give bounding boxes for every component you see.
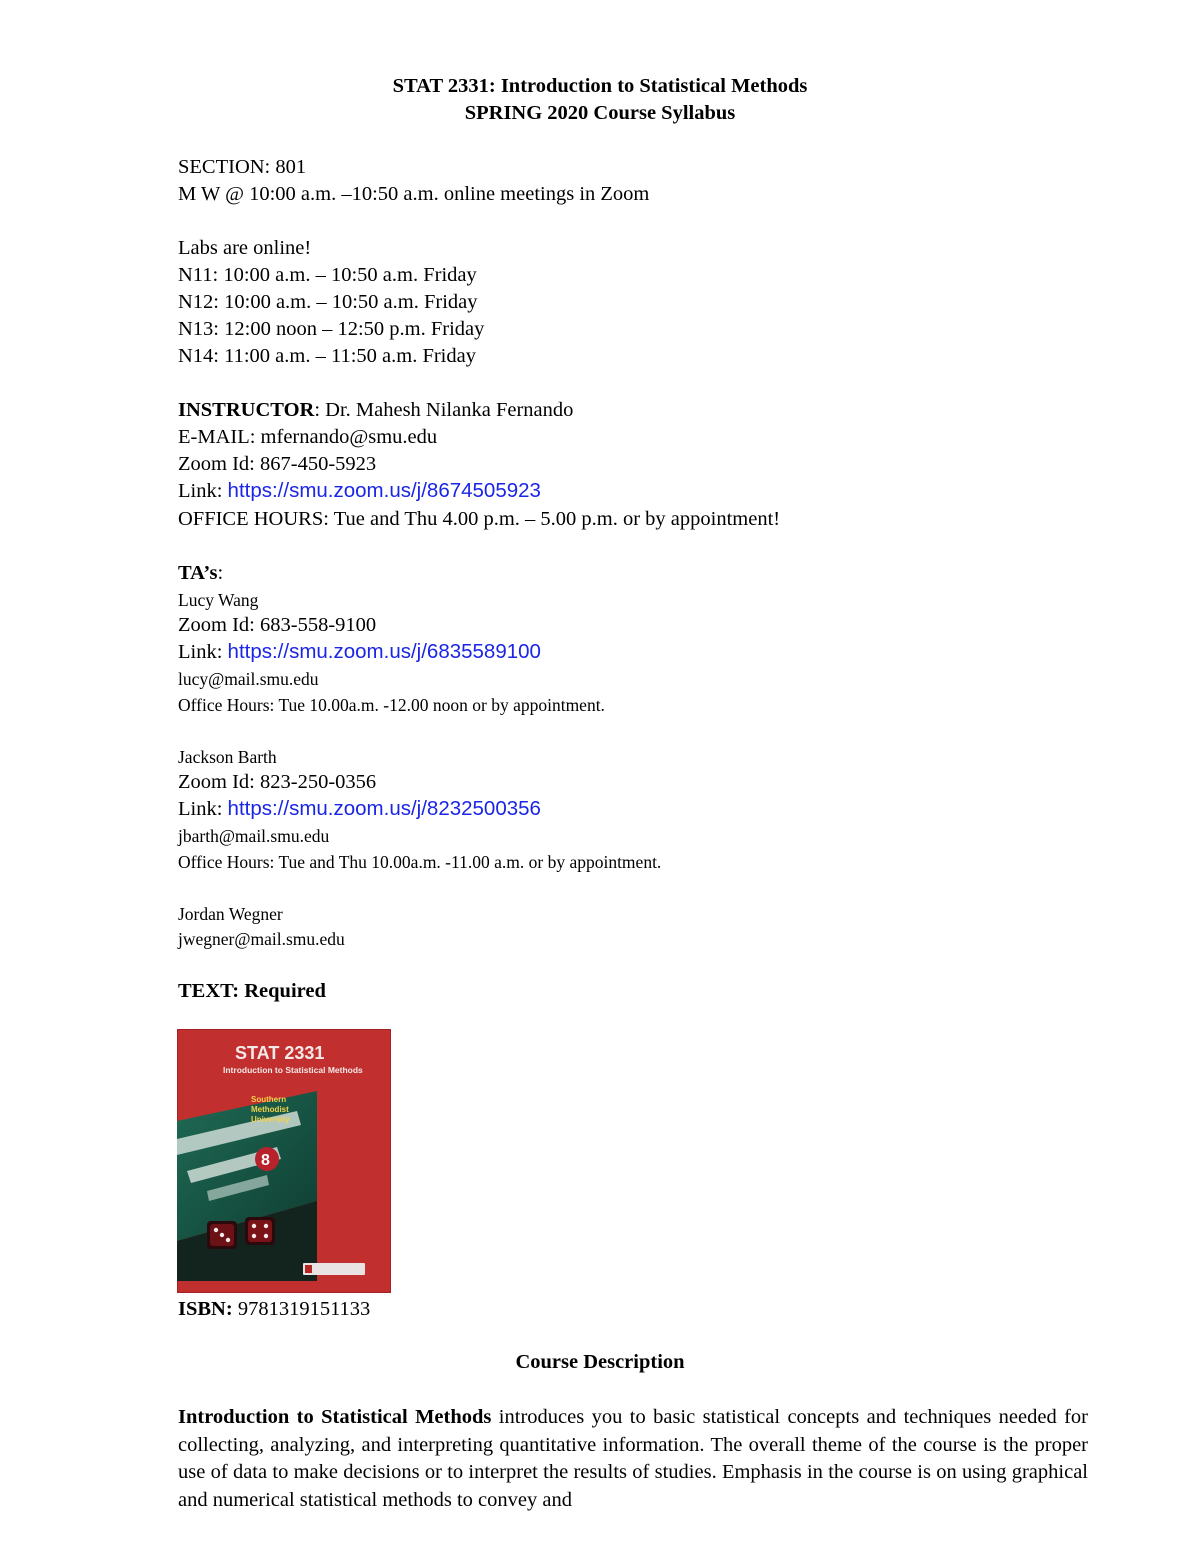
ta-zoom-id: Zoom Id: 823-250-0356 [178, 771, 377, 793]
course-description-heading: Course Description [515, 1351, 685, 1373]
instructor-email: E-MAIL: mfernando@smu.edu [178, 426, 438, 448]
instructor-line [178, 397, 573, 423]
ta-email: jwegner@mail.smu.edu [178, 929, 345, 949]
instructor-office-hours: OFFICE HOURS: Tue and Thu 4.00 p.m. – 5.00 p.m. or by appointment! [178, 508, 781, 530]
cover-university: Southern Methodist University [251, 1095, 290, 1124]
ta-office-hours: Office Hours: Tue and Thu 10.00a.m. -11.00 a.m. or by appointment. [178, 852, 662, 872]
text-required-heading: TEXT: Required [178, 980, 326, 1002]
lab-item: N12: 10:00 a.m. – 10:50 a.m. Friday [178, 291, 478, 313]
cover-course-number: STAT 2331 [235, 1043, 325, 1063]
ta-link-line: Link: https://smu.zoom.us/j/6835589100 [178, 640, 541, 663]
lab-item: N11: 10:00 a.m. – 10:50 a.m. Friday [178, 264, 477, 286]
instructor-label: INSTRUCTOR [178, 399, 315, 421]
ta-office-hours: Office Hours: Tue 10.00a.m. -12.00 noon or by appointment. [178, 695, 605, 715]
labs-heading: Labs are online! [178, 237, 312, 259]
isbn-label: ISBN: [178, 1298, 238, 1320]
syllabus-subtitle: SPRING 2020 Course Syllabus [464, 102, 736, 124]
course-description-body: introduces you to basic statistical concepts and techniques needed for collecting, analyzing, and interpreting quantitative information. The overall theme of the course is the proper use of data to make decisions or to interpret the results of studies. Emphasis in the course is on using graphical and numerical statistical methods to convey and [178, 1406, 1089, 1511]
tas-heading: TA’s: [178, 562, 224, 584]
course-description-paragraph [178, 1404, 1088, 1514]
ta-name: Jackson Barth [178, 747, 277, 767]
isbn-value: 9781319151133 [237, 1298, 371, 1320]
ta-zoom-link[interactable]: https://smu.zoom.us/j/8232500356 [227, 797, 541, 820]
lab-item: N14: 11:00 a.m. – 11:50 a.m. Friday [178, 345, 476, 367]
isbn-line [178, 1296, 370, 1322]
instructor-zoom-link[interactable]: https://smu.zoom.us/j/8674505923 [227, 479, 541, 502]
instructor-name: : Dr. Mahesh Nilanka Fernando [314, 399, 574, 421]
instructor-zoom-id: Zoom Id: 867-450-5923 [178, 453, 377, 475]
textbook-cover-image [177, 1029, 391, 1293]
instructor-link-line [178, 478, 541, 504]
meeting-schedule: M W @ 10:00 a.m. –10:50 a.m. online meetings in Zoom [178, 183, 650, 205]
publisher-logo [303, 1263, 365, 1275]
ta-zoom-link[interactable]: https://smu.zoom.us/j/6835589100 [227, 640, 541, 663]
publisher-mark-icon [305, 1265, 312, 1273]
link-label: Link: [178, 480, 228, 502]
ta-email: lucy@mail.smu.edu [178, 669, 319, 689]
ta-email: jbarth@mail.smu.edu [178, 826, 330, 846]
ta-link-line: Link: https://smu.zoom.us/j/8232500356 [178, 797, 541, 820]
cover-course-title: Introduction to Statistical Methods [223, 1065, 363, 1075]
course-description-lead: Introduction to Statistical Methods [178, 1406, 492, 1428]
ta-name: Jordan Wegner [178, 904, 283, 924]
syllabus-title: STAT 2331: Introduction to Statistical Methods [392, 75, 808, 97]
lab-item: N13: 12:00 noon – 12:50 p.m. Friday [178, 318, 485, 340]
svg-text:8: 8 [261, 1152, 270, 1169]
section-number: SECTION: 801 [178, 156, 307, 178]
ta-name: Lucy Wang [178, 590, 259, 610]
ta-zoom-id: Zoom Id: 683-558-9100 [178, 614, 377, 636]
